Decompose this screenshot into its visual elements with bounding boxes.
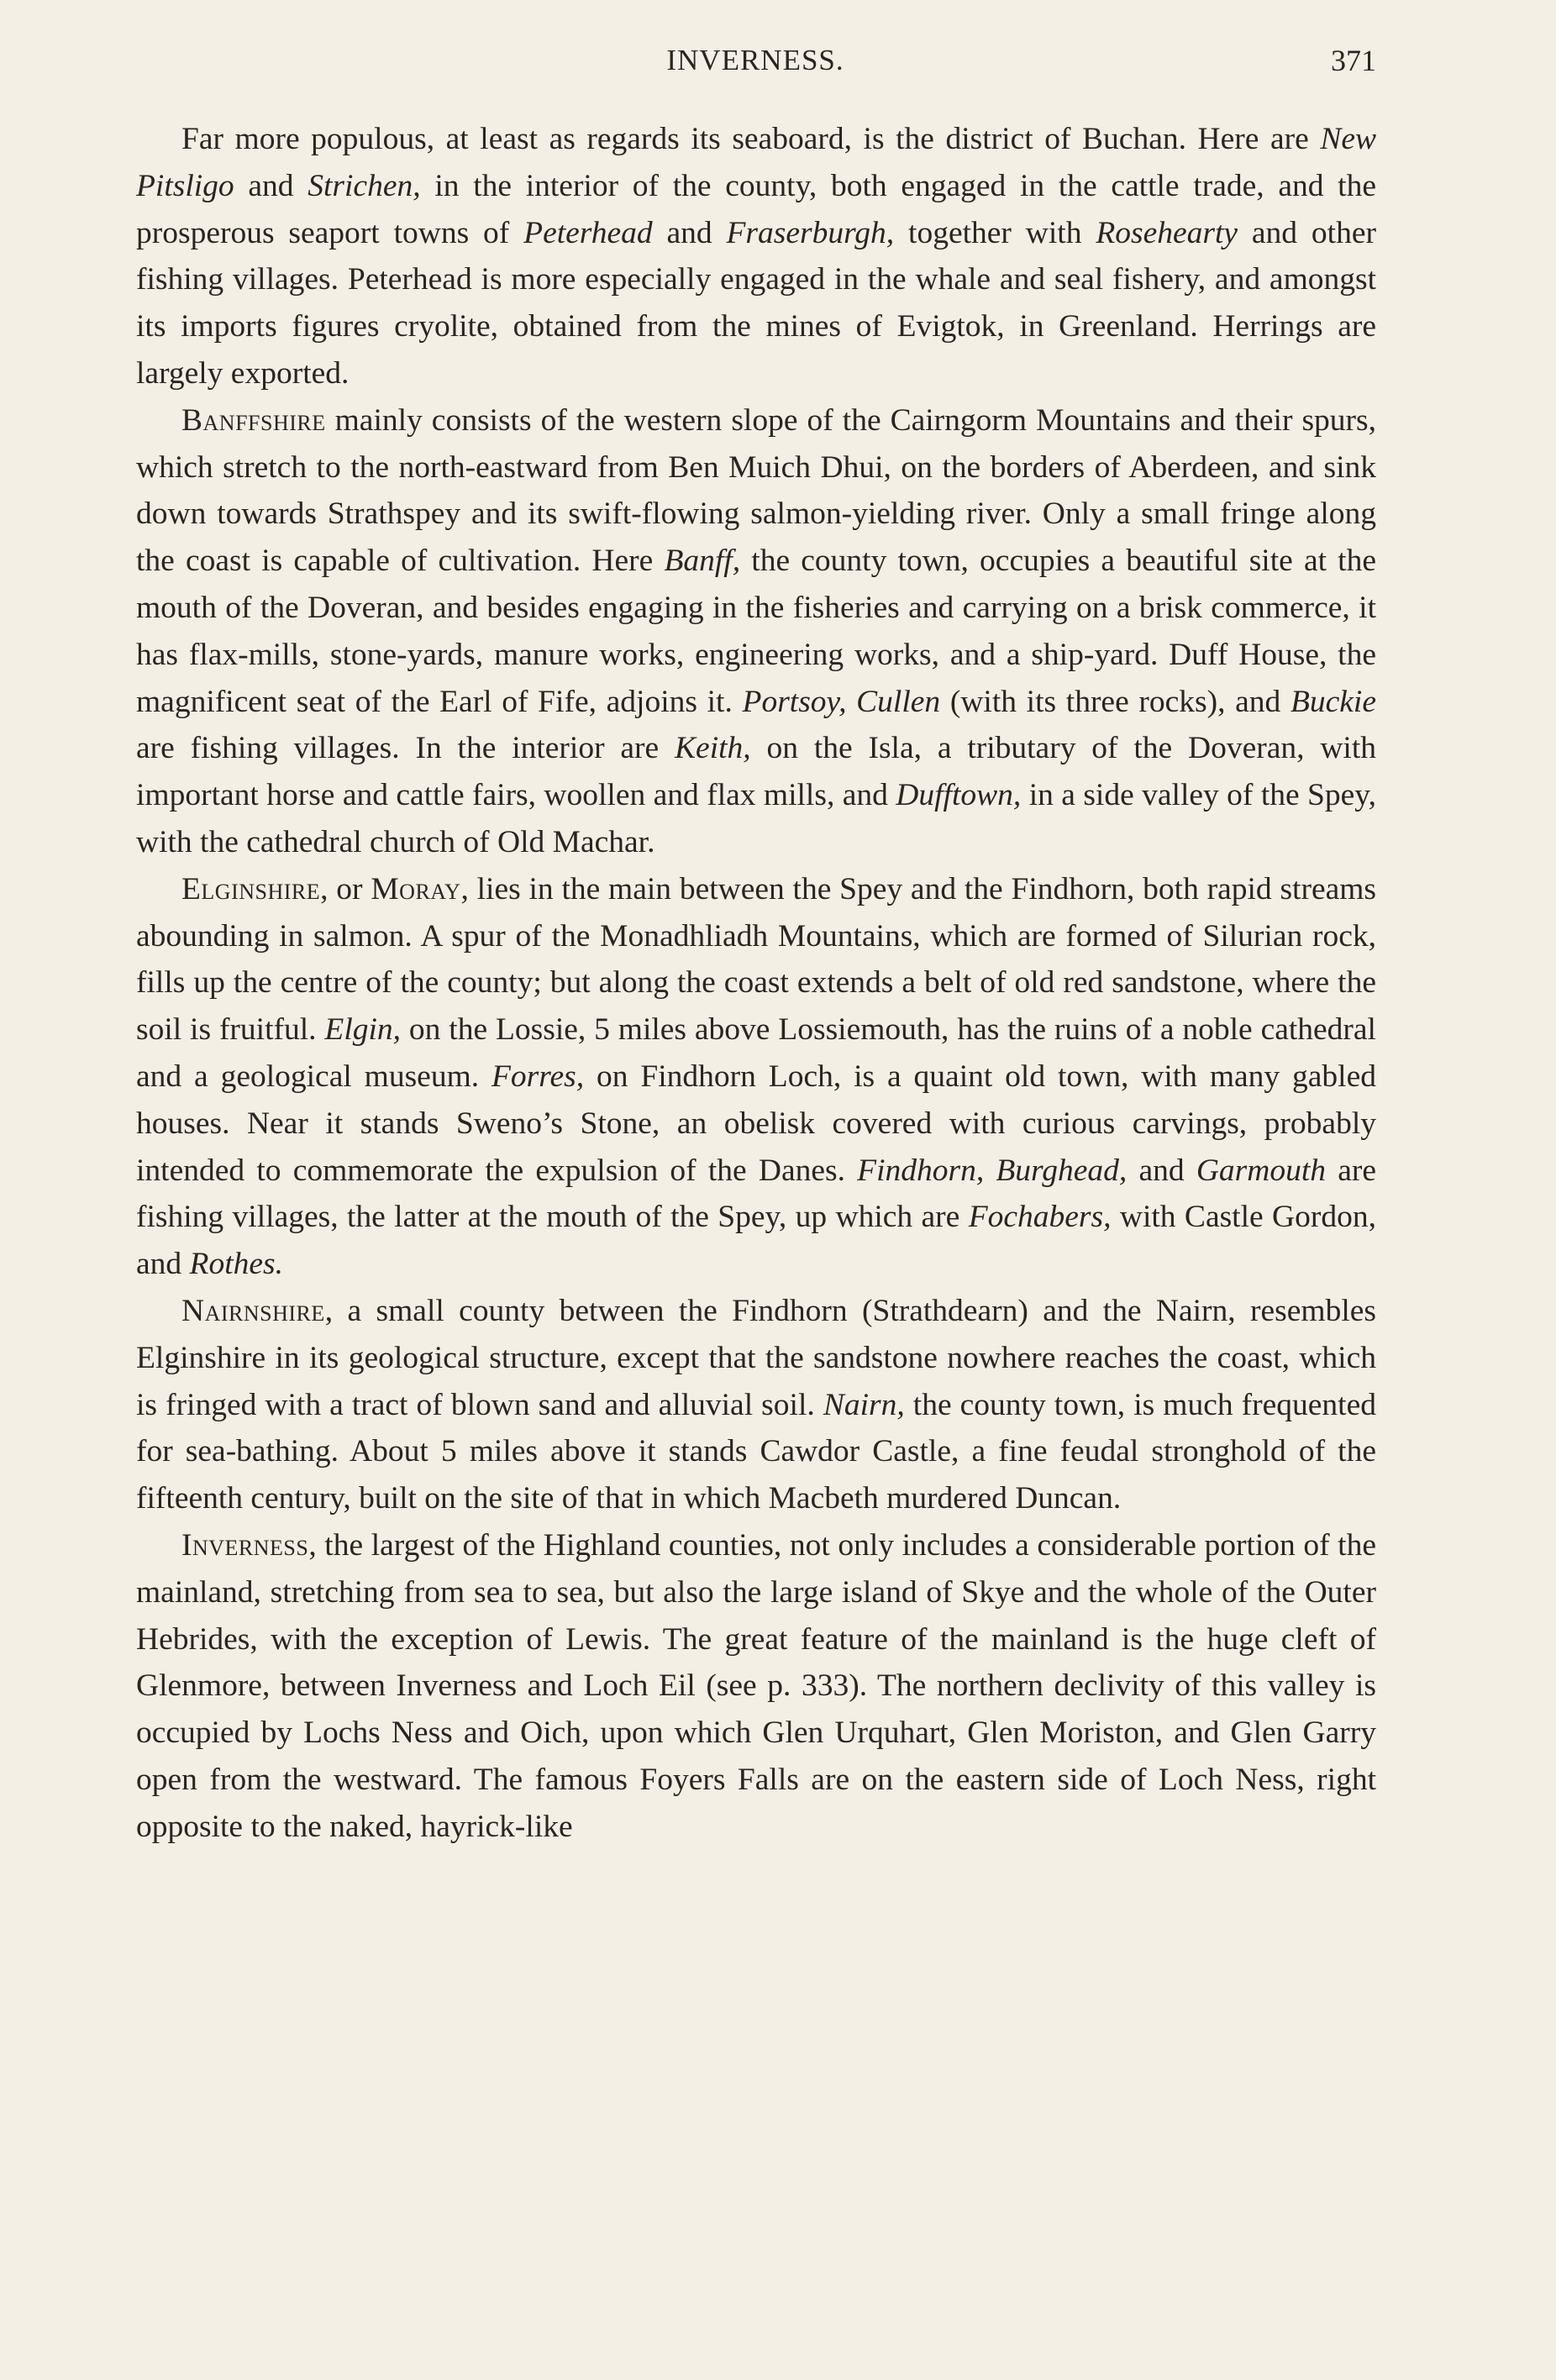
- text-run: and: [652, 215, 727, 250]
- place-name: Buckie: [1290, 684, 1376, 719]
- text-run: and: [1127, 1153, 1196, 1188]
- text-run: on the Isla, a tributary of the Doveran, with important horse and cattle fairs, woollen and flax mills, and: [136, 731, 1376, 813]
- text-run: together with: [894, 215, 1096, 250]
- text-run: , a small county between the Findhorn (Strathdearn) and the Nairn, resembles Elginshire in its geological structure, except that the sandstone nowhere reaches the coast, which is fringed with a tract of blown sand and alluvial soil.: [136, 1293, 1376, 1422]
- place-name: Rothes.: [189, 1247, 283, 1282]
- place-name: Forres,: [492, 1059, 585, 1094]
- place-name: Nairn,: [823, 1387, 905, 1422]
- text-run: and other fishing villages. Peterhead is more especially engaged in the whale and seal fishery, and amongst its imports figures cryolite, obtained from the mines of Evigtok, in Greenland. Herrings are largely exported.: [136, 215, 1376, 391]
- text-run: in the interior of the county, both engaged in the cattle trade, and the prosperous seaport towns of: [136, 168, 1376, 250]
- paragraph-banffshire: [136, 397, 1376, 866]
- paragraph-elginshire: [136, 866, 1376, 1288]
- page-header: [134, 35, 1376, 86]
- text-run: with Castle Gordon, and: [136, 1200, 1376, 1282]
- text-run: are fishing villages, the latter at the mouth of the Spey, up which are: [136, 1153, 1376, 1235]
- text-run: mainly consists of the western slope of the Cairngorm Mountains and their spurs, which stretch to the north-eastward from Ben Muich Dhui, on the borders of Aberdeen, and sink down towards Strathspey and its swift-flowing salmon-yielding river. Only a small fringe along the coast is capable of cultivation. Here: [136, 402, 1376, 579]
- place-name: New Pitsligo: [136, 122, 1376, 203]
- text-run: are fishing villages. In the interior are: [136, 731, 675, 766]
- running-head: INVERNESS.: [666, 44, 844, 76]
- county-heading: Moray: [371, 871, 461, 906]
- place-name: Peterhead: [523, 215, 653, 250]
- text-run: , the largest of the Highland counties, not only includes a considerable portion of the mainland, stretching from sea to sea, but also the large island of Skye and the whole of the Outer Hebrides, with the exception of Lewis. The great feature of the mainland is the huge cleft of Glenmore, between Inverness and Loch Eil (see p. 333). The northern declivity of this valley is occupied by Lochs Ness and Oich, upon which Glen Urquhart, Glen Moriston, and Glen Garry open from the westward. The famous Foyers Falls are on the eastern side of Loch Ness, right opposite to the naked, hayrick-like: [136, 1527, 1376, 1844]
- text-run: the county town, is much frequented for sea-bathing. About 5 miles above it stands Cawdor Castle, a fine feudal stronghold of the fifteenth century, built on the site of that in which Macbeth murdered Duncan.: [136, 1387, 1376, 1516]
- county-heading: Banffshire: [181, 402, 326, 438]
- place-name: Banff,: [664, 544, 741, 579]
- place-name: Findhorn, Burghead,: [857, 1153, 1128, 1188]
- text-run: on the Lossie, 5 miles above Lossiemouth, has the ruins of a noble cathedral and a geological museum.: [136, 1012, 1376, 1094]
- paragraph-inverness: [136, 1522, 1376, 1851]
- place-name: Portsoy, Cullen: [742, 684, 941, 719]
- text-run: (with its three rocks), and: [940, 684, 1291, 719]
- paragraph-buchan: [136, 116, 1376, 397]
- page-number: 371: [1331, 44, 1376, 77]
- place-name: Garmouth: [1196, 1153, 1327, 1188]
- place-name: Keith,: [675, 731, 751, 766]
- place-name: Fraserburgh,: [726, 215, 895, 250]
- paragraph-nairnshire: [136, 1288, 1376, 1522]
- text-run: on Findhorn Loch, is a quaint old town, with many gabled houses. Near it stands Sweno’s Stone, an obelisk covered with curious carvings, probably intended to commemorate the expulsion of the Danes.: [136, 1059, 1376, 1188]
- text-run: Far more populous, at least as regards its seaboard, is the district of Buchan. Here are: [181, 122, 1321, 156]
- place-name: Dufftown,: [896, 778, 1022, 813]
- place-name: Rosehearty: [1096, 215, 1238, 250]
- county-heading: Elginshire: [181, 871, 321, 906]
- text-run: , lies in the main between the Spey and the Findhorn, both rapid streams abounding in salmon. A spur of the Monadhliadh Mountains, which are formed of Silurian rock, fills up the centre of the county; but along the coast extends a belt of old red sandstone, where the soil is fruitful.: [136, 871, 1376, 1048]
- text-run: and: [234, 168, 308, 203]
- county-heading: Nairnshire: [181, 1293, 325, 1328]
- place-name: Fochabers,: [968, 1200, 1112, 1235]
- text-run: the county town, occupies a beautiful site at the mouth of the Doveran, and besides engaging in the fisheries and carrying on a brisk commerce, it has flax-mills, stone-yards, manure works, engineering works, and a ship-yard. Duff House, the magnificent seat of the Earl of Fife, adjoins it.: [136, 544, 1376, 719]
- county-heading: Inverness: [181, 1527, 309, 1563]
- place-name: Elgin,: [324, 1012, 402, 1048]
- text-run: , or: [320, 871, 371, 906]
- body-text: [136, 116, 1376, 1850]
- place-name: Strichen,: [308, 168, 421, 203]
- text-run: in a side valley of the Spey, with the cathedral church of Old Machar.: [136, 778, 1376, 859]
